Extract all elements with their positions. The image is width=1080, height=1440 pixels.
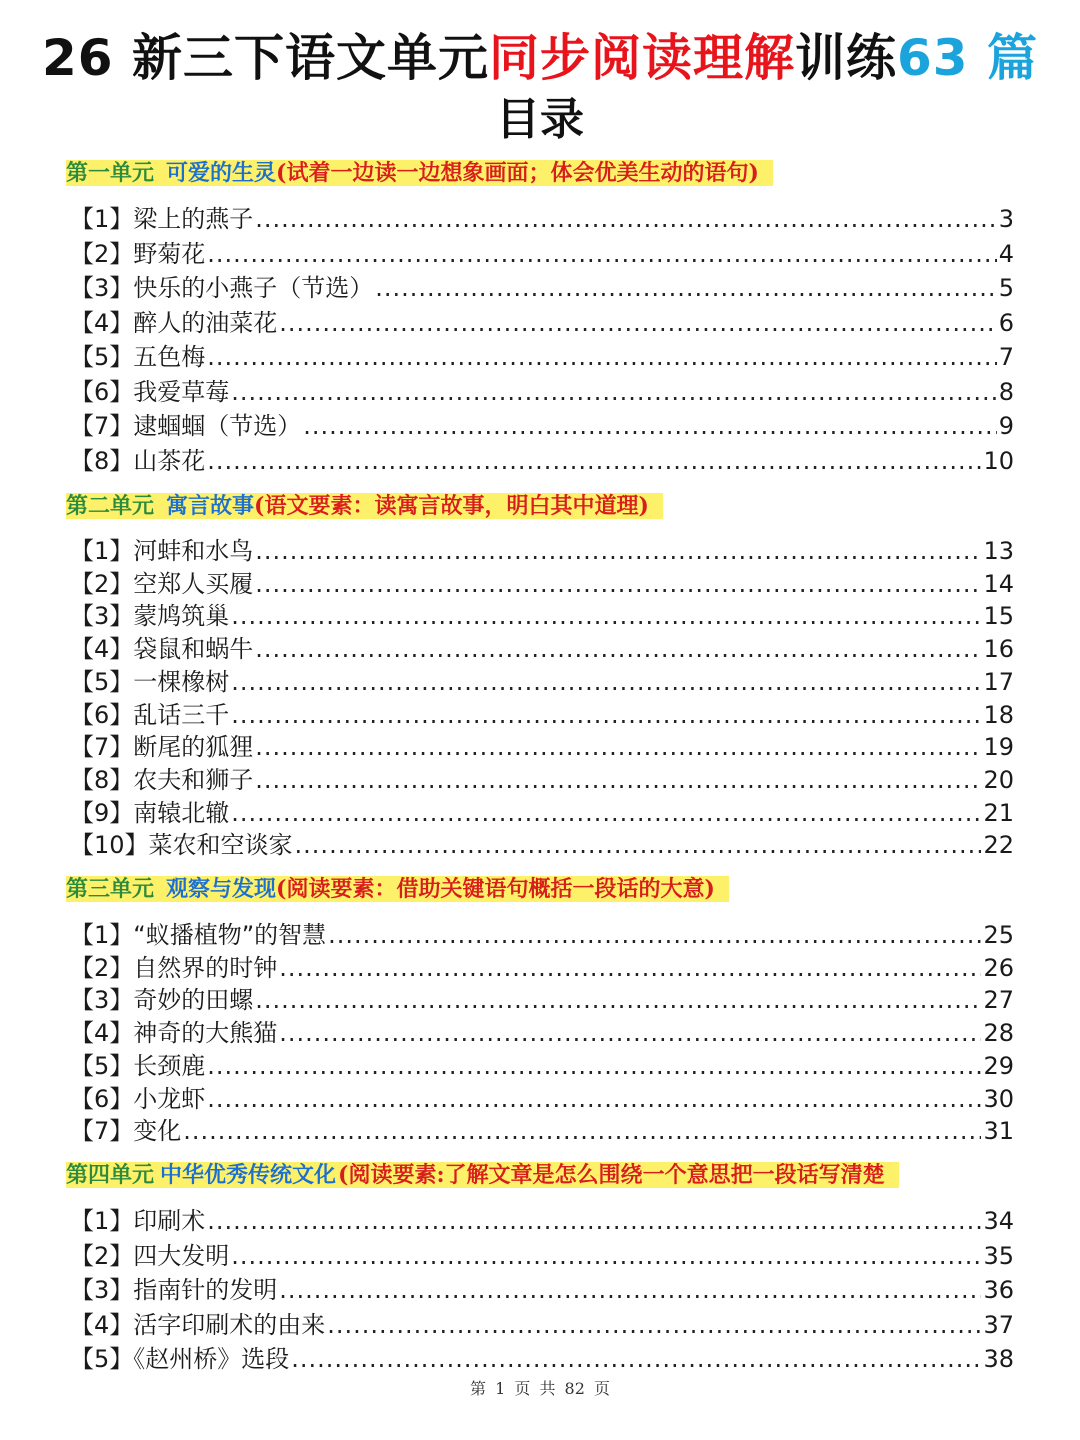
entry-index: 【8】 xyxy=(70,446,134,475)
entry-title: 我爱草莓 xyxy=(133,377,230,406)
leader-dots xyxy=(375,271,996,306)
toc-entry[interactable] xyxy=(70,1204,1014,1239)
entry-page: 21 xyxy=(983,798,1014,827)
entry-index: 【6】 xyxy=(70,700,134,729)
entry-title: 乱话三千 xyxy=(133,700,230,729)
toc-entry[interactable] xyxy=(70,1342,1014,1377)
leader-dots xyxy=(303,409,996,444)
entry-index: 【3】 xyxy=(70,1276,134,1304)
entry-page: 20 xyxy=(983,765,1014,794)
toc-entry[interactable] xyxy=(70,568,1014,601)
entry-page: 19 xyxy=(983,733,1014,762)
toc-entry[interactable] xyxy=(70,764,1014,797)
toc-entry[interactable] xyxy=(70,1050,1014,1083)
toc-entry[interactable] xyxy=(70,340,1014,375)
entry-page: 31 xyxy=(983,1117,1014,1146)
entry-title: 野菊花 xyxy=(133,239,206,268)
entry-index: 【5】 xyxy=(70,1051,134,1080)
entry-title: 小龙虾 xyxy=(133,1084,206,1113)
entry-index: 【2】 xyxy=(70,953,134,982)
entry-index: 【7】 xyxy=(70,733,134,762)
leader-dots xyxy=(255,633,981,666)
entry-index: 【4】 xyxy=(70,635,134,664)
unit-2-theme: 寓言故事 xyxy=(166,493,255,519)
entry-index: 【1】 xyxy=(70,537,134,565)
entry-title: 长颈鹿 xyxy=(133,1051,206,1080)
entry-title: 四大发明 xyxy=(133,1241,230,1270)
leader-dots xyxy=(231,666,981,699)
entry-page: 3 xyxy=(998,205,1014,233)
unit-4-number: 第四单元 xyxy=(66,1162,155,1188)
toc-entry[interactable] xyxy=(70,444,1014,479)
toc-entry[interactable] xyxy=(70,829,1014,862)
entry-title: 神奇的大熊猫 xyxy=(133,1019,278,1048)
leader-dots xyxy=(231,1239,981,1274)
entry-index: 【1】 xyxy=(70,921,134,949)
leader-dots xyxy=(231,797,981,830)
entry-title: 蒙鸠筑巢 xyxy=(133,602,230,631)
toc-entry[interactable] xyxy=(70,202,1014,237)
entry-page: 30 xyxy=(983,1084,1014,1113)
entry-page: 7 xyxy=(998,343,1014,371)
leader-dots xyxy=(207,1204,981,1239)
entry-title: 河蚌和水鸟 xyxy=(133,537,254,565)
entry-index: 【3】 xyxy=(70,986,134,1015)
entry-index: 【10】 xyxy=(70,831,149,860)
toc-entry[interactable] xyxy=(70,797,1014,830)
entry-index: 【5】 xyxy=(70,667,134,696)
entry-title: 指南针的发明 xyxy=(133,1276,278,1304)
toc-entry[interactable] xyxy=(70,1115,1014,1148)
toc-entry[interactable] xyxy=(70,699,1014,732)
entry-title: 逮蝈蝈（节选） xyxy=(133,412,302,440)
toc-heading: 目录 xyxy=(496,94,584,145)
entry-page: 6 xyxy=(998,308,1014,337)
toc-entry[interactable] xyxy=(70,306,1014,341)
entry-page: 22 xyxy=(983,831,1014,860)
entry-page: 9 xyxy=(998,412,1014,440)
entry-page: 27 xyxy=(983,986,1014,1015)
entry-page: 25 xyxy=(983,921,1014,949)
toc-entry[interactable] xyxy=(70,984,1014,1017)
toc-entry[interactable] xyxy=(70,666,1014,699)
leader-dots xyxy=(207,1083,981,1116)
unit-4-requirement: (阅读要素:了解文章是怎么围绕一个意思把一段话写清楚 xyxy=(338,1162,885,1188)
leader-dots xyxy=(183,1115,981,1148)
unit-1-entries xyxy=(70,202,1014,478)
entry-page: 37 xyxy=(983,1310,1014,1339)
leader-dots xyxy=(327,1308,981,1343)
entry-title: 《赵州桥》选段 xyxy=(133,1345,290,1373)
entry-index: 【7】 xyxy=(70,1117,134,1146)
toc-entry[interactable] xyxy=(70,1083,1014,1116)
leader-dots xyxy=(231,600,981,633)
entry-page: 10 xyxy=(983,446,1014,475)
entry-title: 菜农和空谈家 xyxy=(148,831,293,860)
entry-page: 35 xyxy=(983,1241,1014,1270)
unit-4-header xyxy=(66,1158,899,1192)
toc-entry[interactable] xyxy=(70,237,1014,272)
leader-dots xyxy=(279,1273,981,1308)
entry-index: 【8】 xyxy=(70,765,134,794)
leader-dots xyxy=(207,340,996,375)
unit-4-highlight xyxy=(66,1162,899,1188)
toc-entry[interactable] xyxy=(70,1239,1014,1274)
leader-dots xyxy=(295,829,982,862)
unit-2-header xyxy=(66,489,663,523)
unit-4-theme: 中华优秀传统文化 xyxy=(160,1162,337,1188)
entry-page: 16 xyxy=(983,635,1014,664)
toc-entry[interactable] xyxy=(70,952,1014,985)
entry-page: 28 xyxy=(983,1019,1014,1048)
entry-page: 34 xyxy=(983,1207,1014,1235)
toc-entry[interactable] xyxy=(70,409,1014,444)
unit-1-number: 第一单元 xyxy=(66,160,155,186)
entry-page: 13 xyxy=(983,537,1014,565)
unit-3-theme: 观察与发现 xyxy=(166,876,277,902)
unit-3-highlight xyxy=(66,876,729,902)
leader-dots xyxy=(279,306,996,341)
leader-dots xyxy=(255,731,981,764)
entry-index: 【1】 xyxy=(70,1207,134,1235)
toc-entry[interactable] xyxy=(70,375,1014,410)
entry-index: 【5】 xyxy=(70,343,134,371)
toc-entry[interactable] xyxy=(70,731,1014,764)
unit-3-header xyxy=(66,872,729,906)
entry-title: 袋鼠和蜗牛 xyxy=(133,635,254,664)
title-prefix: 26 新三下语文单元 xyxy=(42,29,489,87)
leader-dots xyxy=(207,1050,981,1083)
toc-entry[interactable] xyxy=(70,535,1014,568)
title-count: 63 篇 xyxy=(897,29,1038,87)
toc-entry[interactable] xyxy=(70,633,1014,666)
unit-3-entries xyxy=(70,919,1014,1148)
leader-dots xyxy=(231,699,981,732)
document-title xyxy=(0,24,1080,92)
entry-page: 4 xyxy=(998,239,1014,268)
entry-index: 【2】 xyxy=(70,239,134,268)
entry-title: 断尾的狐狸 xyxy=(133,733,254,762)
title-highlight: 同步阅读理解 xyxy=(489,29,795,87)
entry-page: 36 xyxy=(983,1276,1014,1304)
leader-dots xyxy=(255,984,981,1017)
toc-entry[interactable] xyxy=(70,1308,1014,1343)
entry-index: 【9】 xyxy=(70,798,134,827)
entry-index: 【1】 xyxy=(70,205,134,233)
entry-index: 【3】 xyxy=(70,274,134,302)
entry-title: “蚁播植物”的智慧 xyxy=(133,921,327,949)
toc-entry[interactable] xyxy=(70,1273,1014,1308)
entry-page: 26 xyxy=(983,953,1014,982)
entry-page: 17 xyxy=(983,667,1014,696)
entry-index: 【7】 xyxy=(70,412,134,440)
entry-page: 29 xyxy=(983,1051,1014,1080)
leader-dots xyxy=(279,1017,981,1050)
entry-title: 奇妙的田螺 xyxy=(133,986,254,1015)
leader-dots xyxy=(255,535,981,568)
unit-1-header xyxy=(66,156,773,190)
unit-1-requirement: (试着一边读一边想象画面；体会优美生动的语句) xyxy=(276,160,759,186)
leader-dots xyxy=(207,444,981,479)
entry-index: 【6】 xyxy=(70,1084,134,1113)
unit-2-requirement: (语文要素：读寓言故事，明白其中道理) xyxy=(254,493,649,519)
toc-entry[interactable] xyxy=(70,271,1014,306)
leader-dots xyxy=(328,919,981,952)
toc-entry[interactable] xyxy=(70,600,1014,633)
unit-2-entries xyxy=(70,535,1014,862)
entry-index: 【4】 xyxy=(70,1019,134,1048)
entry-index: 【2】 xyxy=(70,1241,134,1270)
entry-page: 15 xyxy=(983,602,1014,631)
unit-3-requirement: (阅读要素：借助关键语句概括一段话的大意) xyxy=(276,876,715,902)
unit-1-highlight xyxy=(66,160,773,186)
entry-title: 农夫和狮子 xyxy=(133,765,254,794)
unit-2-highlight xyxy=(66,493,663,519)
leader-dots xyxy=(255,764,981,797)
toc-entry[interactable] xyxy=(70,1017,1014,1050)
entry-page: 38 xyxy=(983,1345,1014,1373)
entry-title: 五色梅 xyxy=(133,343,206,371)
entry-page: 18 xyxy=(983,700,1014,729)
leader-dots xyxy=(231,375,996,410)
entry-title: 活字印刷术的由来 xyxy=(133,1310,326,1339)
entry-title: 空郑人买履 xyxy=(133,569,254,598)
leader-dots xyxy=(279,952,981,985)
entry-index: 【4】 xyxy=(70,308,134,337)
leader-dots xyxy=(255,202,996,237)
entry-index: 【3】 xyxy=(70,602,134,631)
entry-title: 山茶花 xyxy=(133,446,206,475)
unit-2-number: 第二单元 xyxy=(66,493,155,519)
entry-title: 醉人的油菜花 xyxy=(133,308,278,337)
unit-3-number: 第三单元 xyxy=(66,876,155,902)
toc-entry[interactable] xyxy=(70,919,1014,952)
leader-dots xyxy=(207,237,996,272)
entry-title: 南辕北辙 xyxy=(133,798,230,827)
unit-4-entries xyxy=(70,1204,1014,1377)
title-suffix: 训练 xyxy=(795,29,897,87)
entry-title: 自然界的时钟 xyxy=(133,953,278,982)
page-footer: 第 1 页 共 82 页 xyxy=(470,1379,610,1398)
entry-index: 【4】 xyxy=(70,1310,134,1339)
unit-1-theme: 可爱的生灵 xyxy=(166,160,277,186)
entry-index: 【5】 xyxy=(70,1345,134,1373)
entry-page: 8 xyxy=(998,377,1014,406)
entry-title: 梁上的燕子 xyxy=(133,205,254,233)
entry-index: 【6】 xyxy=(70,377,134,406)
entry-page: 5 xyxy=(998,274,1014,302)
entry-index: 【2】 xyxy=(70,569,134,598)
entry-title: 变化 xyxy=(133,1117,182,1146)
leader-dots xyxy=(291,1342,981,1377)
entry-title: 印刷术 xyxy=(133,1207,206,1235)
entry-title: 快乐的小燕子（节选） xyxy=(133,274,374,302)
entry-title: 一棵橡树 xyxy=(133,667,230,696)
entry-page: 14 xyxy=(983,569,1014,598)
leader-dots xyxy=(255,568,981,601)
